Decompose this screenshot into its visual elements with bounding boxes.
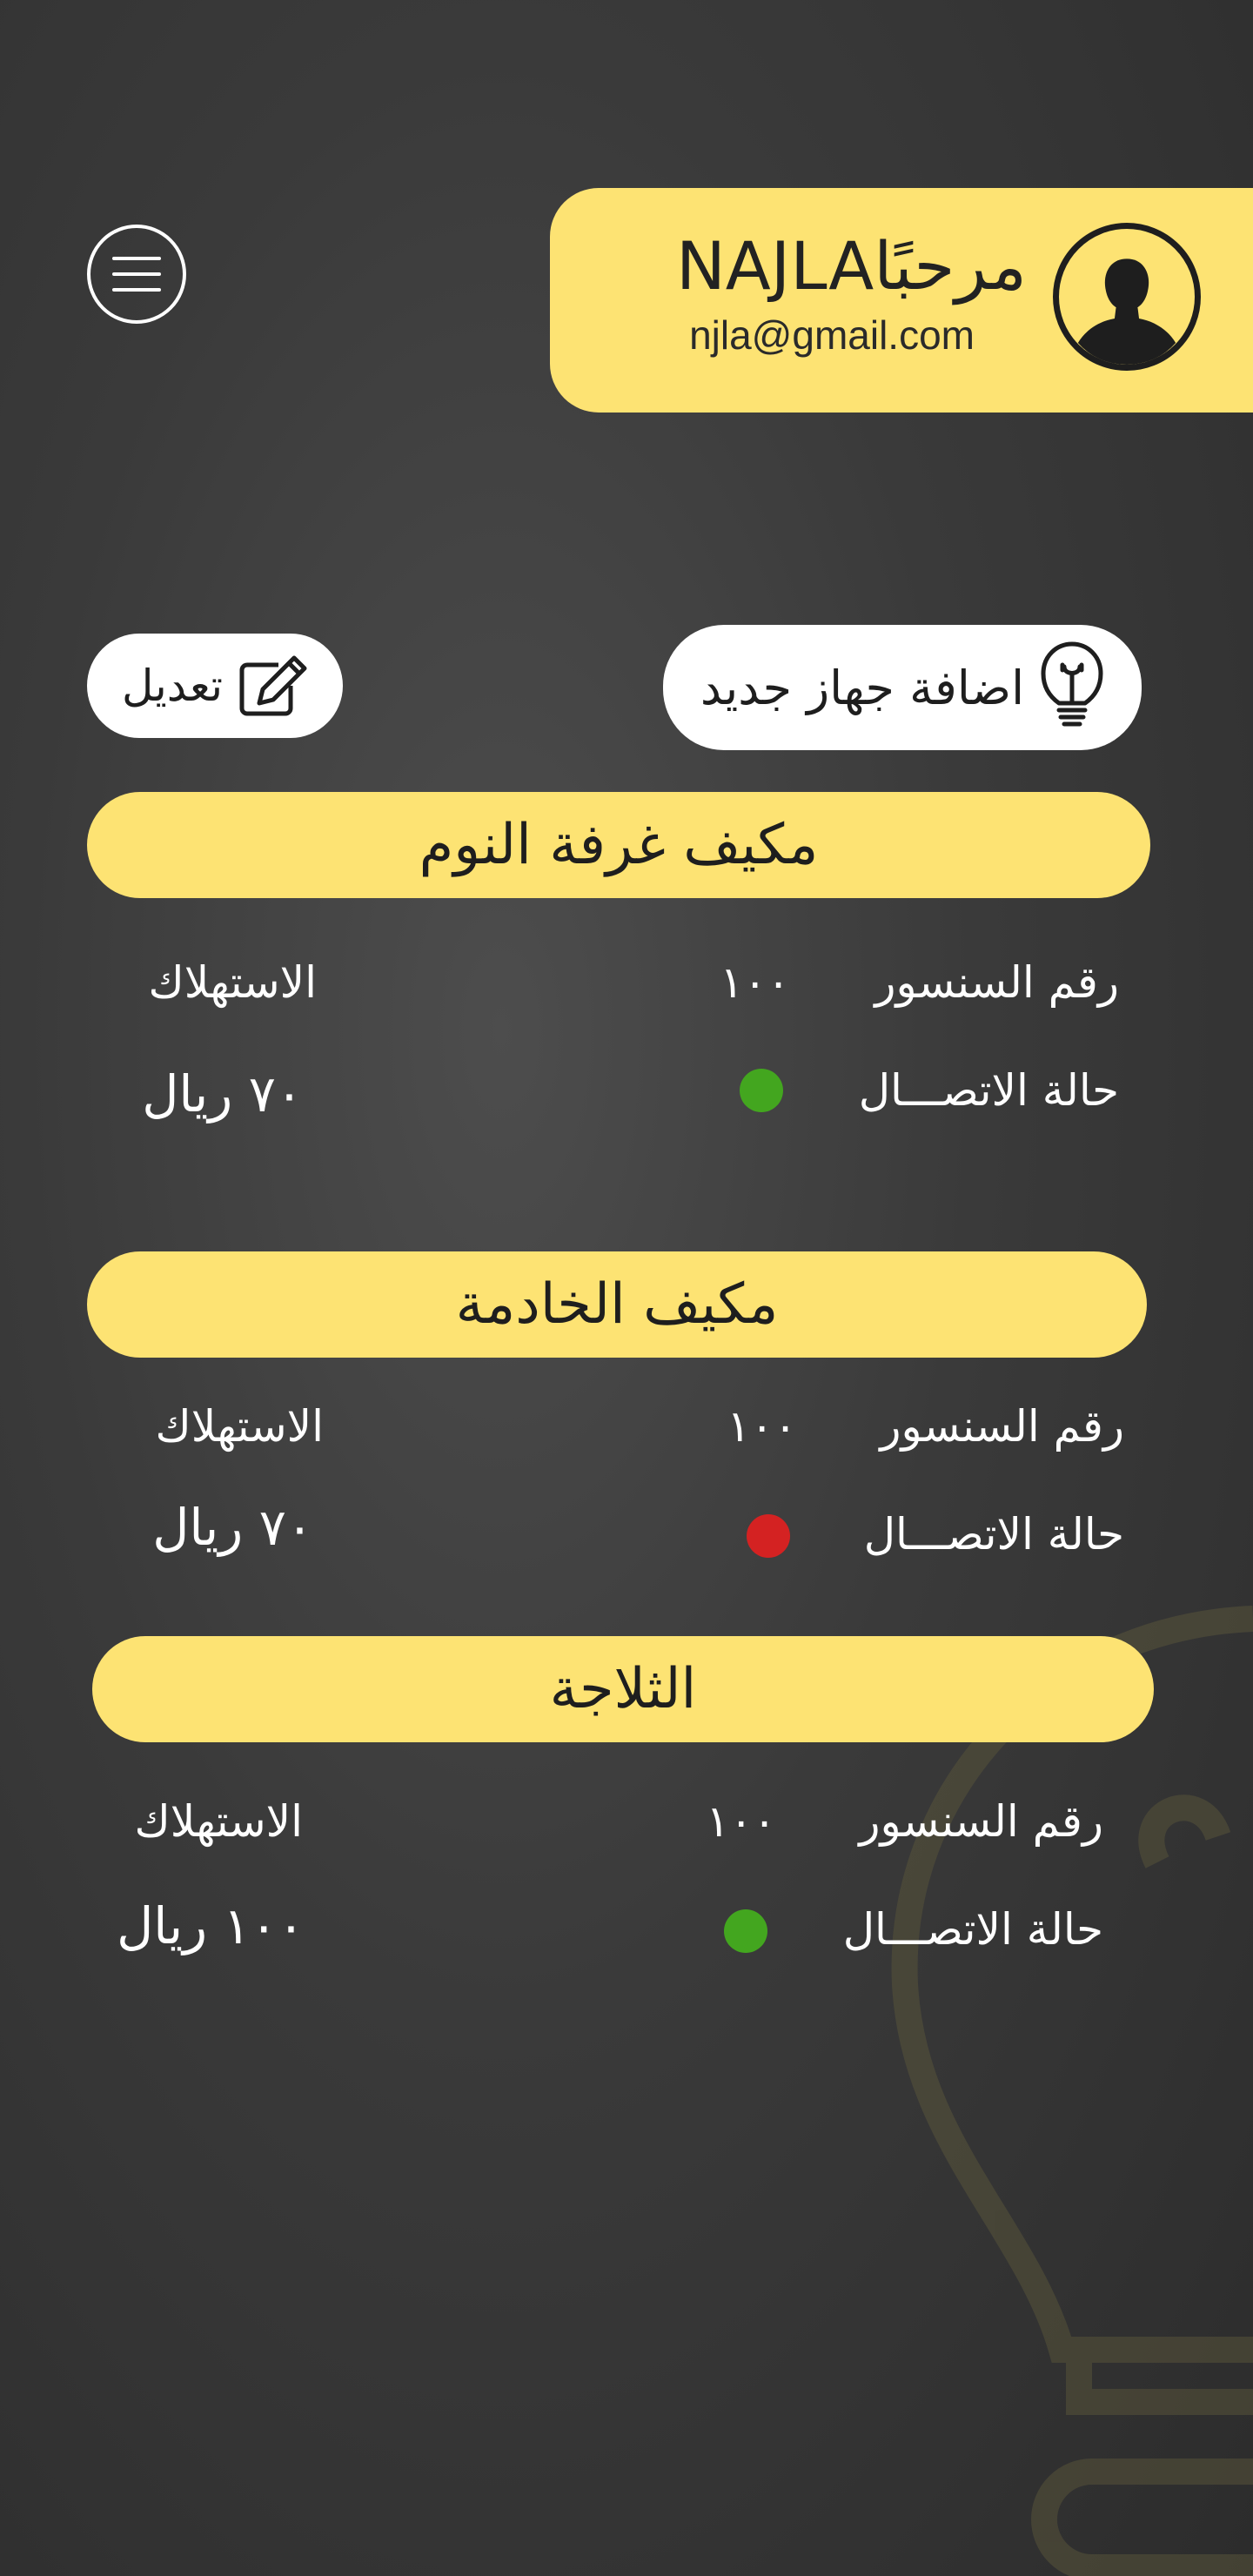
lightbulb-icon (1040, 641, 1104, 735)
device-card-title[interactable]: مكيف الخادمة (87, 1251, 1147, 1358)
greeting-text (676, 226, 1027, 305)
add-device-label: اضافة جهاز جديد (700, 660, 1025, 715)
sensor-number-label: رقم السنسور (880, 1401, 1124, 1452)
consumption-label: الاستهلاك (148, 957, 317, 1008)
connection-status-indicator (724, 1909, 767, 1953)
device-card-title[interactable]: مكيف غرفة النوم (87, 792, 1150, 898)
consumption-label: الاستهلاك (155, 1401, 324, 1452)
user-email: njla@gmail.com (689, 312, 975, 358)
edit-icon (238, 654, 308, 717)
greeting-word: مرحبًا (874, 227, 1027, 305)
hamburger-menu-icon[interactable] (87, 225, 186, 324)
add-device-button[interactable] (663, 625, 1142, 750)
profile-card (550, 188, 1253, 413)
device-card-title[interactable]: الثلاجة (92, 1636, 1154, 1742)
sensor-number-value: ١٠٠ (720, 957, 790, 1008)
edit-button[interactable] (87, 634, 343, 738)
sensor-number-label: رقم السنسور (874, 957, 1119, 1008)
edit-label: تعديل (121, 661, 224, 711)
user-name: NAJLA (675, 227, 874, 305)
sensor-number-label: رقم السنسور (859, 1796, 1103, 1847)
connection-status-label: حالة الاتصـــال (842, 1904, 1103, 1955)
connection-status-label: حالة الاتصـــال (863, 1509, 1124, 1560)
consumption-value: ١٠٠ ريال (117, 1896, 305, 1955)
connection-status-label: حالة الاتصـــال (858, 1065, 1119, 1116)
user-avatar-icon[interactable] (1053, 223, 1201, 371)
sensor-number-value: ١٠٠ (727, 1401, 797, 1452)
connection-status-indicator (740, 1069, 783, 1112)
consumption-label: الاستهلاك (134, 1796, 303, 1847)
consumption-value: ٧٠ ريال (142, 1064, 303, 1124)
consumption-value: ٧٠ ريال (152, 1498, 313, 1557)
sensor-number-value: ١٠٠ (706, 1796, 776, 1847)
connection-status-indicator (747, 1514, 790, 1558)
